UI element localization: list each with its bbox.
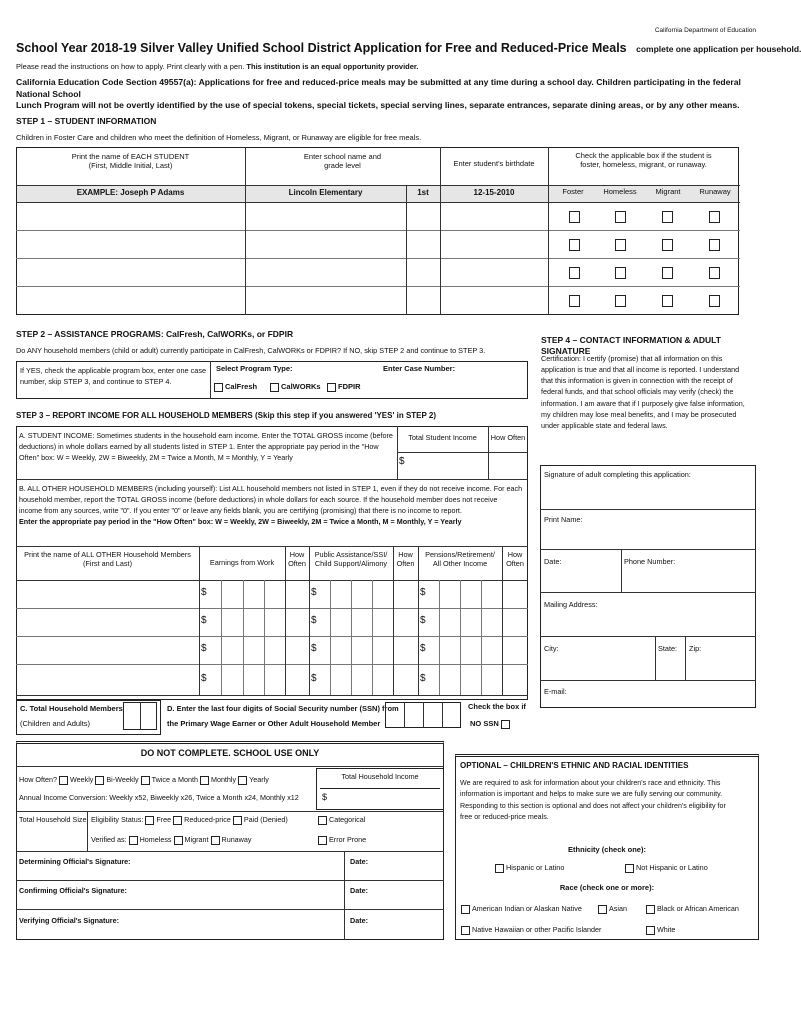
confirming-date[interactable]: Date: — [350, 886, 368, 895]
verified-migrant-checkbox[interactable] — [174, 836, 183, 845]
eligibility-reduced-checkbox[interactable] — [173, 816, 182, 825]
row4-homeless-checkbox[interactable] — [615, 295, 626, 307]
optional-title: OPTIONAL – CHILDREN'S ETHNIC AND RACIAL IDENTITIES — [460, 761, 689, 770]
not-hispanic-checkbox[interactable] — [625, 864, 634, 873]
student-3-name-field[interactable] — [22, 266, 240, 282]
pension-field-2[interactable]: $ — [420, 615, 426, 626]
example-school: Lincoln Elementary — [288, 188, 363, 197]
public-field-3[interactable]: $ — [311, 643, 317, 654]
step4-title: STEP 4 – CONTACT INFORMATION & ADULT SIGNATURE — [541, 335, 721, 356]
freq-yearly-checkbox[interactable] — [238, 776, 247, 785]
title-text: School Year 2018-19 Silver Valley Unified School District Application for Free and Reduced-Price Meals — [16, 41, 627, 55]
example-name: EXAMPLE: Joseph P Adams — [76, 188, 185, 197]
freq-biweekly-checkbox[interactable] — [95, 776, 104, 785]
certification-text: Certification: I certify (promise) that all information on this application is true and that all income is reported. I understand that this information is given in connection with the receipt of federal funds, and that school officials may verify (check) the information. I am aware that if I purposely give false information, my children may lose meal benefits, and I may be prosecuted under applicable state and federal laws. — [541, 354, 745, 430]
fdpir-checkbox[interactable] — [327, 383, 336, 392]
school-use-title: DO NOT COMPLETE. SCHOOL USE ONLY — [140, 748, 320, 758]
ssn-label: D. Enter the last four digits of Social Security number (SSN) from — [167, 704, 399, 713]
public-field-2[interactable]: $ — [311, 615, 317, 626]
education-code-notice — [16, 77, 761, 112]
verified-homeless-checkbox[interactable] — [129, 836, 138, 845]
ssn-sub: the Primary Wage Earner or Other Adult Household Member — [167, 719, 381, 728]
verifying-date[interactable]: Date: — [350, 916, 368, 925]
confirming-signature[interactable]: Confirming Official's Signature: — [19, 886, 127, 895]
col-pensions: Pensions/Retirement/ All Other Income — [425, 550, 495, 569]
total-members-sub: (Children and Adults) — [20, 719, 91, 728]
row2-migrant-checkbox[interactable] — [662, 239, 673, 251]
verifying-signature[interactable]: Verifying Official's Signature: — [19, 916, 119, 925]
no-ssn-text: NO SSN — [470, 719, 512, 729]
optional-text: We are required to ask for information about your children's race and ethnicity. This information is important and helps to make sure we are fully serving our community. Responding to this section is optional and does not affect your children's eligibility for free or reduced-price meals. — [460, 779, 726, 822]
student-1-name-field[interactable] — [22, 210, 240, 226]
white-checkbox[interactable] — [646, 926, 655, 935]
race-black[interactable]: Black or African American — [646, 904, 739, 914]
row1-runaway-checkbox[interactable] — [709, 211, 720, 223]
other-members-text: B. ALL OTHER HOUSEHOLD MEMBERS (including yourself): List ALL household members not listed in STEP 1, even if they do not receive income. For each household member, report the TOTAL GROSS income (before deductions) in whole dollars for each source. If the household member does not receive income from any sources, write "0". If you enter "0" or leave any fields blank, you are certifying (promising) that there is no income to report. Enter the appropriate pay period in the "How Often" box: W = Weekly, 2W = Biweekly, 2M = Twice a Month, M = Monthly, Y = Yearly — [19, 484, 523, 527]
total-income-field[interactable]: $ — [320, 788, 440, 806]
categorical-checkbox[interactable] — [318, 816, 327, 825]
case-number-label: Enter Case Number: — [383, 364, 456, 373]
total-income-label: Total Household Income — [341, 772, 419, 781]
city-field[interactable]: City: — [544, 644, 559, 653]
step1-intro: Children in Foster Care and children who meet the definition of Homeless, Migrant, or Runaway are eligible for free meals. — [16, 133, 422, 142]
calfresh-checkbox[interactable] — [214, 383, 223, 392]
hispanic-checkbox[interactable] — [495, 864, 504, 873]
email-field[interactable]: E-mail: — [544, 687, 567, 696]
example-birthdate: 12-15-2010 — [473, 188, 515, 197]
student-income-text: A. STUDENT INCOME: Sometimes students in the household earn income. Enter the TOTAL GROSS income (before deductions) in whole dollars earned by all students listed in STEP 1. Enter the appropriate pay period in the "How Often" box: W = Weekly, 2W = Biweekly, 2M = Twice a Month, M = Monthly, Y = Yearly — [19, 431, 393, 463]
date-field[interactable]: Date: — [544, 557, 562, 566]
step2-intro: Do ANY household members (child or adult) currently participate in CalFresh, CalWORKs or FDPIR? If NO, skip STEP 2 and continue to STEP 3. — [16, 346, 486, 355]
step2-title: STEP 2 – ASSISTANCE PROGRAMS: CalFresh, CalWORKs, or FDPIR — [16, 329, 294, 339]
pension-field-4[interactable]: $ — [420, 673, 426, 684]
eligibility-free-checkbox[interactable] — [145, 816, 154, 825]
public-field-1[interactable]: $ — [311, 587, 317, 598]
race-american-indian[interactable]: American Indian or Alaskan Native — [461, 904, 582, 914]
row1-homeless-checkbox[interactable] — [615, 211, 626, 223]
row4-foster-checkbox[interactable] — [569, 295, 580, 307]
status-migrant-label: Migrant — [655, 187, 681, 196]
col-school: Enter school name and grade level — [303, 152, 382, 171]
agency-name: California Department of Education — [654, 27, 756, 34]
american-indian-checkbox[interactable] — [461, 905, 470, 914]
program-fdpir[interactable]: FDPIR — [327, 382, 361, 392]
error-prone-option[interactable]: Error Prone — [318, 835, 366, 845]
row3-foster-checkbox[interactable] — [569, 267, 580, 279]
freq-monthly-checkbox[interactable] — [200, 776, 209, 785]
state-field[interactable]: State: — [658, 644, 678, 653]
household-size-label: Total Household Size — [19, 815, 87, 824]
row2-foster-checkbox[interactable] — [569, 239, 580, 251]
earnings-field-4[interactable]: $ — [201, 673, 207, 684]
pension-field-3[interactable]: $ — [420, 643, 426, 654]
race-hawaiian[interactable]: Native Hawaiian or other Pacific Islander — [461, 925, 601, 935]
status-runaway-label: Runaway — [699, 187, 731, 196]
error-prone-checkbox[interactable] — [318, 836, 327, 845]
earnings-field-2[interactable]: $ — [201, 615, 207, 626]
hawaiian-checkbox[interactable] — [461, 926, 470, 935]
mailing-address-field[interactable]: Mailing Address: — [544, 600, 598, 609]
print-name-field[interactable]: Print Name: — [544, 515, 583, 524]
col-how-often-1: How Often — [288, 550, 306, 569]
determining-date[interactable]: Date: — [350, 857, 368, 866]
row3-homeless-checkbox[interactable] — [615, 267, 626, 279]
row3-migrant-checkbox[interactable] — [662, 267, 673, 279]
race-label: Race (check one or more): — [559, 883, 655, 892]
row1-migrant-checkbox[interactable] — [662, 211, 673, 223]
row2-runaway-checkbox[interactable] — [709, 239, 720, 251]
col-how-often-2: How Often — [396, 550, 415, 569]
step2-if-yes: If YES, check the applicable program box, enter one case number, skip STEP 3, and continue to STEP 4. — [20, 366, 207, 386]
student-4-name-field[interactable] — [22, 294, 240, 310]
example-grade: 1st — [417, 188, 429, 197]
verified-row: Verified as: Homeless Migrant Runaway — [91, 835, 252, 844]
row2-homeless-checkbox[interactable] — [615, 239, 626, 251]
col-birthdate: Enter student's birthdate — [453, 159, 535, 168]
no-ssn-checkbox[interactable] — [501, 720, 510, 729]
student-how-often-field[interactable] — [490, 456, 526, 476]
pension-field-1[interactable]: $ — [420, 587, 426, 598]
code-line-1: California Education Code Section 49557(a): Applications for free and reduced-price meals may be submitted at any time during a school day. Children participating in the federal National School — [16, 77, 741, 99]
public-field-4[interactable]: $ — [311, 673, 317, 684]
ethnicity-hispanic[interactable]: Hispanic or Latino — [495, 863, 564, 873]
row4-migrant-checkbox[interactable] — [662, 295, 673, 307]
row3-runaway-checkbox[interactable] — [709, 267, 720, 279]
eligibility-row: Eligibility Status: Free Reduced-price Paid (Denied) — [91, 815, 288, 824]
determining-signature[interactable]: Determining Official's Signature: — [19, 857, 131, 866]
student-income-field[interactable]: $ — [399, 456, 405, 467]
verified-runaway-checkbox[interactable] — [211, 836, 220, 845]
phone-field[interactable]: Phone Number: — [624, 557, 676, 566]
status-homeless-label: Homeless — [603, 187, 637, 196]
program-calfresh[interactable]: CalFresh — [214, 382, 257, 392]
freq-weekly-checkbox[interactable] — [59, 776, 68, 785]
step1-title: STEP 1 – STUDENT INFORMATION — [16, 116, 157, 126]
title-note: complete one application per household. — [636, 44, 801, 54]
equal-opportunity-text: This institution is an equal opportunity provider. — [246, 62, 419, 71]
how-often-row: How Often? Weekly Bi-Weekly Twice a Month Monthly Yearly — [19, 775, 269, 784]
ethnicity-label: Ethnicity (check one): — [568, 845, 646, 854]
freq-twice-month-checkbox[interactable] — [141, 776, 150, 785]
asian-checkbox[interactable] — [598, 905, 607, 914]
row1-foster-checkbox[interactable] — [569, 211, 580, 223]
categorical-option[interactable]: Categorical — [318, 815, 365, 825]
col-member-name: Print the name of ALL OTHER Household Members (First and Last) — [24, 550, 191, 569]
program-type-label: Select Program Type: — [216, 364, 293, 373]
annual-conversion: Annual Income Conversion: Weekly x52, Biweekly x26, Twice a Month x24, Monthly x12 — [19, 793, 299, 802]
adult-signature-field[interactable]: Signature of adult completing this application: — [544, 470, 691, 479]
total-student-income-label: Total Student Income — [408, 433, 477, 442]
step1-table — [16, 147, 739, 315]
page-title — [16, 41, 801, 57]
eligibility-paid-checkbox[interactable] — [233, 816, 242, 825]
earnings-field-3[interactable]: $ — [201, 643, 207, 654]
col-status: Check the applicable box if the student is foster, homeless, migrant, or runaway. — [575, 151, 712, 170]
race-asian[interactable]: Asian — [598, 904, 627, 914]
col-earnings: Earnings from Work — [209, 558, 275, 567]
student-how-often-label: How Often — [490, 433, 526, 442]
step3-title: STEP 3 – REPORT INCOME FOR ALL HOUSEHOLD MEMBERS (Skip this step if you answered 'YES' in STEP 2) — [16, 411, 437, 420]
row4-runaway-checkbox[interactable] — [709, 295, 720, 307]
program-calworks[interactable]: CalWORKs — [270, 382, 321, 392]
black-checkbox[interactable] — [646, 905, 655, 914]
no-ssn-label: Check the box if — [468, 702, 526, 711]
col-how-often-3: How Often — [506, 550, 524, 569]
instructions-text: Please read the instructions on how to apply. Print clearly with a pen. — [16, 62, 245, 71]
zip-field[interactable]: Zip: — [689, 644, 702, 653]
case-number-field[interactable] — [383, 376, 523, 392]
col-public-assistance: Public Assistance/SSI/ Child Support/Alimony — [314, 550, 388, 569]
total-members-label: C. Total Household Members — [20, 704, 123, 713]
student-2-name-field[interactable] — [22, 238, 240, 254]
col-student-name: Print the name of EACH STUDENT (First, Middle Initial, Last) — [71, 152, 190, 171]
race-white[interactable]: White — [646, 925, 675, 935]
calworks-checkbox[interactable] — [270, 383, 279, 392]
earnings-field-1[interactable]: $ — [201, 587, 207, 598]
ethnicity-not-hispanic[interactable]: Not Hispanic or Latino — [625, 863, 708, 873]
code-line-2: Lunch Program will not be overtly identified by the use of special tokens, special tickets, special serving lines, separate entrances, separate dining areas, or by any other means. — [16, 100, 740, 111]
instructions — [16, 62, 419, 71]
status-foster-label: Foster — [562, 187, 584, 196]
